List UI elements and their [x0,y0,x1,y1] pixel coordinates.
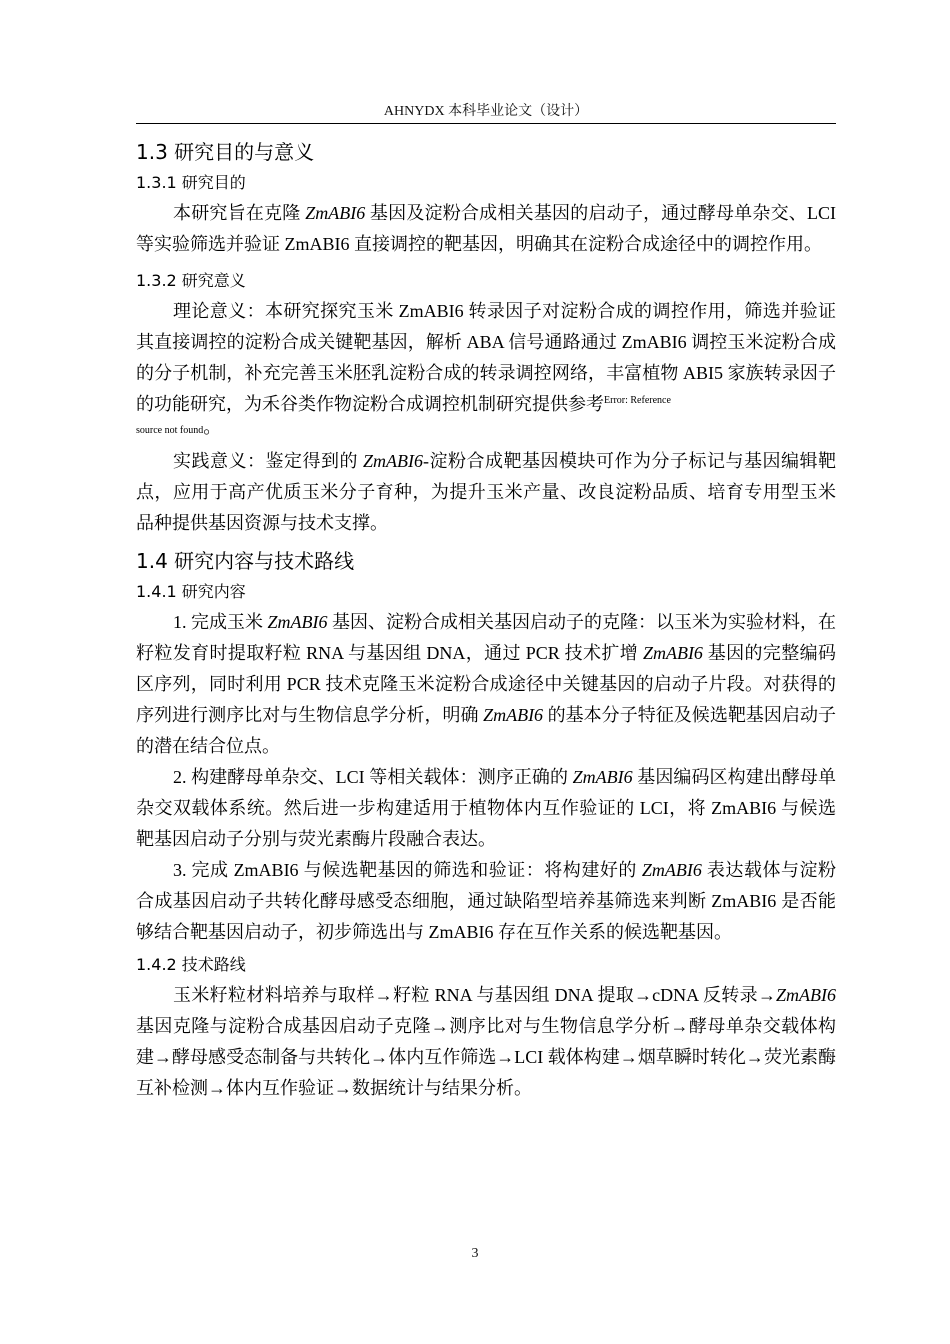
paragraph-theoretical-significance [136,296,836,420]
gene-name: ZmABI6 [305,203,366,223]
gene-name: ZmABI6 [641,860,702,880]
list-item-2 [136,762,836,855]
text-run: 基因的完整编码区序列，同时利用 PCR 技术克隆玉米淀粉合成途径中关键基因的启动子片段。对获得的序列进行测序比对与生物信息学分析，明确 [136,643,837,725]
section-heading-1-3: 1.3 研究目的与意义 [136,140,315,164]
reference-error-note: Error: Reference [604,395,671,406]
paragraph-technical-route [136,980,836,1104]
page-content [136,136,836,1104]
reference-error-note-continued [136,417,836,438]
text-run: 理论意义：本研究探究玉米 ZmABI6 转录因子对淀粉合成的调控作用，筛选并验证其直接调控的淀粉合成关键靶基因，解析 ABA 信号通路通过 ZmABI6 调控玉米淀粉合成的分子机制，补充完善玉米胚乳淀粉合成的转录调控网络，丰富植物 ABI5 家族转录因子的功能研究，为禾谷类作物淀粉合成调控机制研究提供参考 [136,301,836,414]
text-run: 。 [203,417,222,437]
list-item-3 [136,855,836,948]
text-run: 玉米籽粒材料培养与取样→籽粒 RNA 与基因组 DNA 提取→cDNA 反转录→ [173,985,776,1005]
subsection-heading-1-3-1: 1.3.1 研究目的 [136,173,246,192]
text-run: source not found [136,425,204,436]
subsection-heading-1-4-1: 1.4.1 研究内容 [136,582,246,601]
text-run: 表达载体与淀粉合成基因启动子共转化酵母感受态细胞，通过缺陷型培养基筛选来判断 ZmABI6 是否能够结合靶基因启动子，初步筛选出与 ZmABI6 存在互作关系的候选靶基因。 [136,860,837,942]
text-run: 3. 完成 ZmABI6 与候选靶基因的筛选和验证：将构建好的 [173,860,642,880]
subsection-heading-1-3-2: 1.3.2 研究意义 [136,271,246,290]
gene-name: ZmABI6 [267,612,328,632]
page-number: 3 [471,1246,479,1261]
text-run: 基因及淀粉合成相关基因的启动子，通过酵母单杂交、LCI 等实验筛选并验证 ZmABI6 直接调控的靶基因，明确其在淀粉合成途径中的调控作用。 [136,203,836,254]
subsection-heading-1-4-2: 1.4.2 技术路线 [136,955,246,974]
text-run: 1. 完成玉米 [173,612,268,632]
text-run: -淀粉合成靶基因模块可作为分子标记与基因编辑靶点，应用于高产优质玉米分子育种，为提升玉米产量、改良淀粉品质、培育专用型玉米品种提供基因资源与技术支撑。 [136,451,836,533]
gene-name: ZmABI6 [642,643,703,663]
paragraph-research-purpose [136,198,836,260]
section-heading-1-4: 1.4 研究内容与技术路线 [136,549,355,573]
text-run: 实践意义：鉴定得到的 [173,451,363,471]
text-run: 2. 构建酵母单杂交、LCI 等相关载体：测序正确的 [173,767,573,787]
gene-name: ZmABI6 [572,767,633,787]
text-run: 本研究旨在克隆 [173,203,306,223]
list-item-1 [136,607,836,762]
text-run: 基因编码区构建出酵母单杂交双载体系统。然后进一步构建适用于植物体内互作验证的 LCI，将 ZmABI6 与候选靶基因启动子分别与荧光素酶片段融合表达。 [136,767,837,849]
text-run: 的基本分子特征及候选靶基因启动子的潜在结合位点。 [136,705,837,756]
paragraph-practical-significance [136,446,836,539]
text-run: 基因克隆与淀粉合成基因启动子克隆→测序比对与生物信息学分析→酵母单杂交载体构建→酵母感受态制备与共转化→体内互作筛选→LCI 载体构建→烟草瞬时转化→荧光素酶互补检测→体内互作验证→数据统计与结果分析。 [136,1016,836,1098]
gene-name: ZmABI6 [363,451,423,471]
gene-name: ZmABI6 [483,705,544,725]
text-run: 基因、淀粉合成相关基因启动子的克隆：以玉米为实验材料，在籽粒发育时提取籽粒 RNA 与基因组 DNA，通过 PCR 技术扩增 [136,612,836,663]
page-header: AHNYDX 本科毕业论文（设计） [136,101,836,124]
gene-name: ZmABI6 [776,985,836,1005]
